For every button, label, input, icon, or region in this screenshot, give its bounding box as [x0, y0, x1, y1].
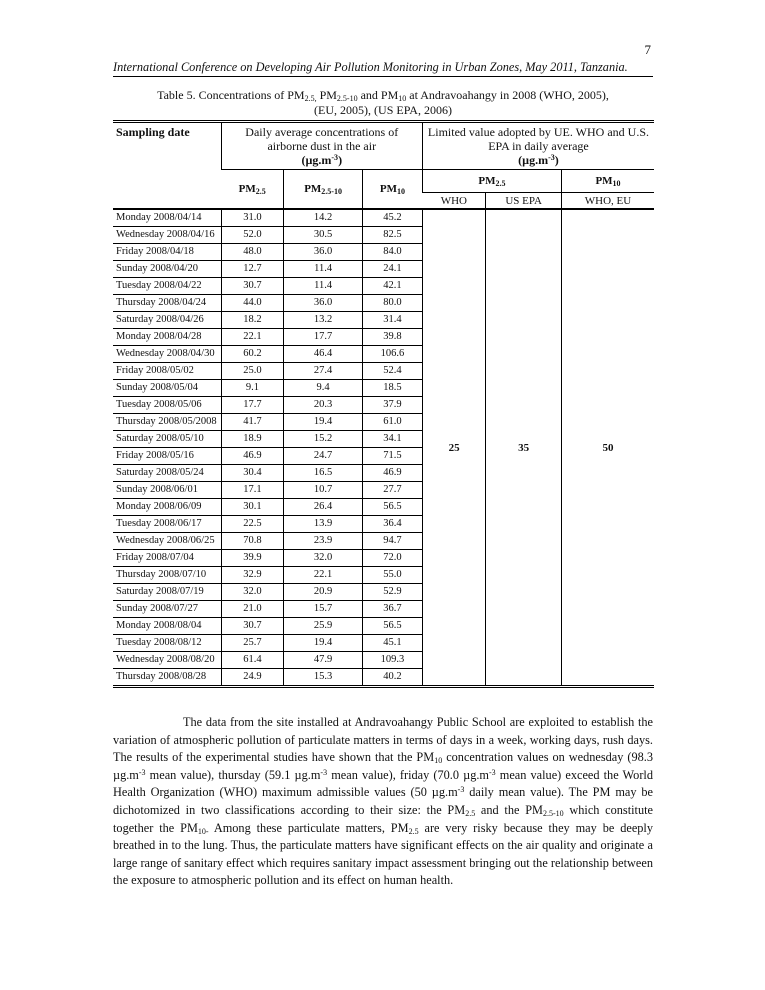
- sampling-date: Tuesday 2008/08/12: [113, 635, 221, 652]
- group-daily-average: [221, 122, 422, 170]
- sampling-date: Friday 2008/05/02: [113, 363, 221, 380]
- pm25-value: 32.0: [221, 584, 284, 601]
- pm: PM: [595, 175, 613, 187]
- sampling-date: Sunday 2008/07/27: [113, 601, 221, 618]
- pm10-value: 27.7: [362, 482, 422, 499]
- pm10-value: 36.4: [362, 516, 422, 533]
- sampling-date: Sunday 2008/05/04: [113, 380, 221, 397]
- pm25-value: 24.9: [221, 669, 284, 687]
- sampling-date: Monday 2008/08/04: [113, 618, 221, 635]
- pm25-10-value: 19.4: [284, 414, 363, 431]
- text-run: concentration values on wednesday (98.3 µg.m: [113, 750, 654, 782]
- pm25-10-value: 23.9: [284, 533, 363, 550]
- sampling-date: Thursday 2008/08/28: [113, 669, 221, 687]
- pm25-10-value: 26.4: [284, 499, 363, 516]
- sampling-date: Thursday 2008/04/24: [113, 295, 221, 312]
- pm25-10-value: 22.1: [284, 567, 363, 584]
- pm25-10-value: 36.0: [284, 244, 363, 261]
- pm10-value: 31.4: [362, 312, 422, 329]
- pm10-value: 39.8: [362, 329, 422, 346]
- subscript: 2.5: [408, 826, 419, 836]
- pm25-value: 18.9: [221, 431, 284, 448]
- col-pm10: [362, 170, 422, 210]
- text-run: PM: [316, 88, 337, 102]
- pm10-value: 84.0: [362, 244, 422, 261]
- sampling-date: Monday 2008/04/28: [113, 329, 221, 346]
- pm25-10-value: 30.5: [284, 227, 363, 244]
- pm25-value: 30.1: [221, 499, 284, 516]
- pm25-value: 48.0: [221, 244, 284, 261]
- pm25-10-value: 32.0: [284, 550, 363, 567]
- superscript: -3: [457, 785, 465, 795]
- subscript: 10-: [197, 826, 209, 836]
- concentrations-table: [113, 120, 654, 688]
- subscript: 2.5-10: [542, 808, 564, 818]
- pm25-value: 18.2: [221, 312, 284, 329]
- limit-who-eu-pm10: 50: [561, 209, 654, 687]
- pm10-value: 71.5: [362, 448, 422, 465]
- pm10-value: 45.2: [362, 209, 422, 227]
- text-run: mean value), friday (70.0 µg.m: [327, 767, 489, 782]
- pm25-value: 22.1: [221, 329, 284, 346]
- pm25-10-value: 16.5: [284, 465, 363, 482]
- col-us-epa: US EPA: [486, 193, 562, 210]
- pm: PM: [379, 183, 397, 195]
- sampling-date: Monday 2008/04/14: [116, 212, 202, 223]
- pm10-value: 46.9: [362, 465, 422, 482]
- pm25-10-value: 11.4: [284, 278, 363, 295]
- pm25-value: 41.7: [221, 414, 284, 431]
- table-caption: [113, 88, 653, 118]
- table-row: [113, 209, 654, 227]
- text-run: which constitute together the PM: [113, 802, 653, 835]
- document-page: [113, 0, 653, 890]
- pm25-10-value: 13.2: [284, 312, 363, 329]
- pm10-value: 34.1: [362, 431, 422, 448]
- pm25-value: 70.8: [221, 533, 284, 550]
- group-limit-values: [422, 122, 654, 170]
- col-who-eu: WHO, EU: [561, 193, 654, 210]
- pm25-value: 30.7: [221, 618, 284, 635]
- sampling-date: Friday 2008/05/16: [113, 448, 221, 465]
- unit: (µg.m: [518, 153, 549, 167]
- pm25-10-value: 36.0: [284, 295, 363, 312]
- pm10-value: 106.6: [362, 346, 422, 363]
- text-run: Table 5. Concentrations of PM: [157, 88, 305, 102]
- sampling-date: Sunday 2008/04/20: [113, 261, 221, 278]
- pm25-10-value: 15.2: [284, 431, 363, 448]
- pm-sub: 2.5: [495, 179, 506, 188]
- text-run: mean value) exceed the World Health Organization (WHO) maximum admissible values (50 µg.m: [113, 767, 653, 800]
- pm10-value: 80.0: [362, 295, 422, 312]
- pm10-value: 56.5: [362, 499, 422, 516]
- pm-sub: 2.5-10: [321, 187, 342, 196]
- subscript: 2.5: [465, 808, 476, 818]
- table-body: [113, 209, 654, 687]
- text-run: and PM: [357, 88, 399, 102]
- pm25-10-value: 11.4: [284, 261, 363, 278]
- unit-close: ): [338, 153, 343, 167]
- pm25-value: 12.7: [221, 261, 284, 278]
- unit-exp: -3: [331, 153, 339, 162]
- sampling-date: Wednesday 2008/08/20: [113, 652, 221, 669]
- pm25-10-value: 13.9: [284, 516, 363, 533]
- limit-us-epa-pm25: 35: [486, 209, 562, 687]
- running-header: International Conference on Developing Air Pollution Monitoring in Urban Zones, May 2011, Tanzania.: [113, 60, 628, 74]
- col-who: WHO: [422, 193, 485, 210]
- subscript: 2.5,: [304, 94, 317, 103]
- pm25-10-value: 20.9: [284, 584, 363, 601]
- sampling-date: Thursday 2008/05/2008: [113, 414, 221, 431]
- sampling-date: Saturday 2008/07/19: [113, 584, 221, 601]
- pm25-10-value: 25.9: [284, 618, 363, 635]
- sampling-date: Thursday 2008/07/10: [113, 567, 221, 584]
- pm25-10-value: 47.9: [284, 652, 363, 669]
- pm25-value: 30.7: [221, 278, 284, 295]
- text-run: are very risky because they may be deeply breathed in to the lung. Thus, the particulate matters have significant effects on the air quality and originate a large range of sanitary effect which requires sanitary impact assessment bringing out the relationship between the exposure to atmospheric pollution and its effect on human health.: [113, 820, 653, 888]
- col-pm25-10: [284, 170, 363, 210]
- pm10-value: 94.7: [362, 533, 422, 550]
- pm10-value: 52.4: [362, 363, 422, 380]
- pm25-value: 32.9: [221, 567, 284, 584]
- sampling-date: Sunday 2008/06/01: [113, 482, 221, 499]
- sampling-date: Friday 2008/04/18: [113, 244, 221, 261]
- pm10-value: 109.3: [362, 652, 422, 669]
- pm10-value: 24.1: [362, 261, 422, 278]
- pm: PM: [478, 175, 496, 187]
- pm25-value: 30.4: [221, 465, 284, 482]
- text-run: mean value), thursday (59.1 µg.m: [145, 767, 321, 782]
- pm25-value: 25.0: [221, 363, 284, 380]
- pm25-10-value: 19.4: [284, 635, 363, 652]
- pm10-value: 18.5: [362, 380, 422, 397]
- pm25-value: 39.9: [221, 550, 284, 567]
- pm25-value: 17.1: [221, 482, 284, 499]
- pm25-value: 44.0: [221, 295, 284, 312]
- pm25-10-value: 10.7: [284, 482, 363, 499]
- pm25-10-value: 17.7: [284, 329, 363, 346]
- subscript: 10: [398, 94, 407, 103]
- pm25-10-value: 46.4: [284, 346, 363, 363]
- unit: (µg.m: [301, 153, 332, 167]
- sampling-date: Tuesday 2008/05/06: [113, 397, 221, 414]
- superscript: -3: [320, 767, 328, 777]
- pm25-10-value: 15.7: [284, 601, 363, 618]
- sampling-date: Saturday 2008/04/26: [113, 312, 221, 329]
- pm25-10-value: 9.4: [284, 380, 363, 397]
- pm25-value: 52.0: [221, 227, 284, 244]
- pm10-value: 40.2: [362, 669, 422, 687]
- pm25-value: 9.1: [221, 380, 284, 397]
- pm25-10-value: 15.3: [284, 669, 363, 687]
- pm10-value: 56.5: [362, 618, 422, 635]
- group-daily-label: Daily average concentrations of airborne dust in the air: [245, 125, 399, 153]
- pm25-value: 25.7: [221, 635, 284, 652]
- header-rule: [113, 76, 653, 77]
- pm10-value: 42.1: [362, 278, 422, 295]
- sampling-date: Wednesday 2008/04/30: [113, 346, 221, 363]
- pm: PM: [304, 183, 322, 195]
- pm10-value: 52.9: [362, 584, 422, 601]
- pm10-value: 72.0: [362, 550, 422, 567]
- limit-pm10-header: [561, 170, 654, 193]
- pm25-10-value: 24.7: [284, 448, 363, 465]
- pm25-10-value: 27.4: [284, 363, 363, 380]
- pm: PM: [238, 183, 256, 195]
- sampling-date: Saturday 2008/05/10: [113, 431, 221, 448]
- text-run: (EU, 2005), (US EPA, 2006): [314, 103, 452, 117]
- unit-exp: -3: [548, 153, 555, 162]
- pm25-10-value: 20.3: [284, 397, 363, 414]
- pm25-value: 17.7: [221, 397, 284, 414]
- text-run: The data from the site installed at Andravoahangy Public School are exploited to establish the variation of atmospheric pollution of particulate matters in terms of days in a week, working days, rush days. The results of the experimental studies have shown that the PM: [113, 715, 653, 765]
- pm10-value: 36.7: [362, 601, 422, 618]
- sampling-date: Wednesday 2008/06/25: [113, 533, 221, 550]
- limit-who-pm25: 25: [422, 209, 485, 687]
- sampling-date: Saturday 2008/05/24: [113, 465, 221, 482]
- text-run: daily mean value). The PM may be dichotomized in two classifications according to their size: the PM: [113, 785, 653, 817]
- pm25-value: 31.0: [221, 209, 284, 227]
- pm10-value: 82.5: [362, 227, 422, 244]
- col-sampling-date: Sampling date: [113, 122, 221, 210]
- sampling-date: Tuesday 2008/06/17: [113, 516, 221, 533]
- subscript: 10: [434, 756, 443, 766]
- pm10-value: 55.0: [362, 567, 422, 584]
- superscript: -3: [488, 767, 496, 777]
- pm25-value: 22.5: [221, 516, 284, 533]
- unit-close: ): [554, 153, 559, 167]
- superscript: -3: [138, 767, 146, 777]
- text-run: and the PM: [475, 802, 543, 817]
- sampling-date: Friday 2008/07/04: [113, 550, 221, 567]
- pm-sub: 10: [612, 179, 621, 188]
- limit-pm25-header: [422, 170, 561, 193]
- pm25-value: 60.2: [221, 346, 284, 363]
- pm-sub: 10: [396, 187, 405, 196]
- subscript: 2.5-10: [336, 94, 358, 103]
- pm25-10-value: 14.2: [284, 209, 363, 227]
- pm-sub: 2.5: [255, 187, 266, 196]
- body-paragraph: [113, 714, 653, 890]
- col-pm25: [221, 170, 284, 210]
- pm25-value: 46.9: [221, 448, 284, 465]
- sampling-date: Tuesday 2008/04/22: [113, 278, 221, 295]
- sampling-date: Monday 2008/06/09: [113, 499, 221, 516]
- page-number: 7: [644, 42, 651, 57]
- pm10-value: 61.0: [362, 414, 422, 431]
- group-limit-label: Limited value adopted by UE. WHO and U.S. EPA in daily average: [427, 125, 649, 153]
- pm25-value: 61.4: [221, 652, 284, 669]
- text-run: at Andravoahangy in 2008 (WHO, 2005),: [406, 88, 609, 102]
- pm10-value: 45.1: [362, 635, 422, 652]
- pm25-value: 21.0: [221, 601, 284, 618]
- sampling-date: Wednesday 2008/04/16: [113, 227, 221, 244]
- pm10-value: 37.9: [362, 397, 422, 414]
- text-run: Among these particulate matters, PM: [208, 820, 409, 835]
